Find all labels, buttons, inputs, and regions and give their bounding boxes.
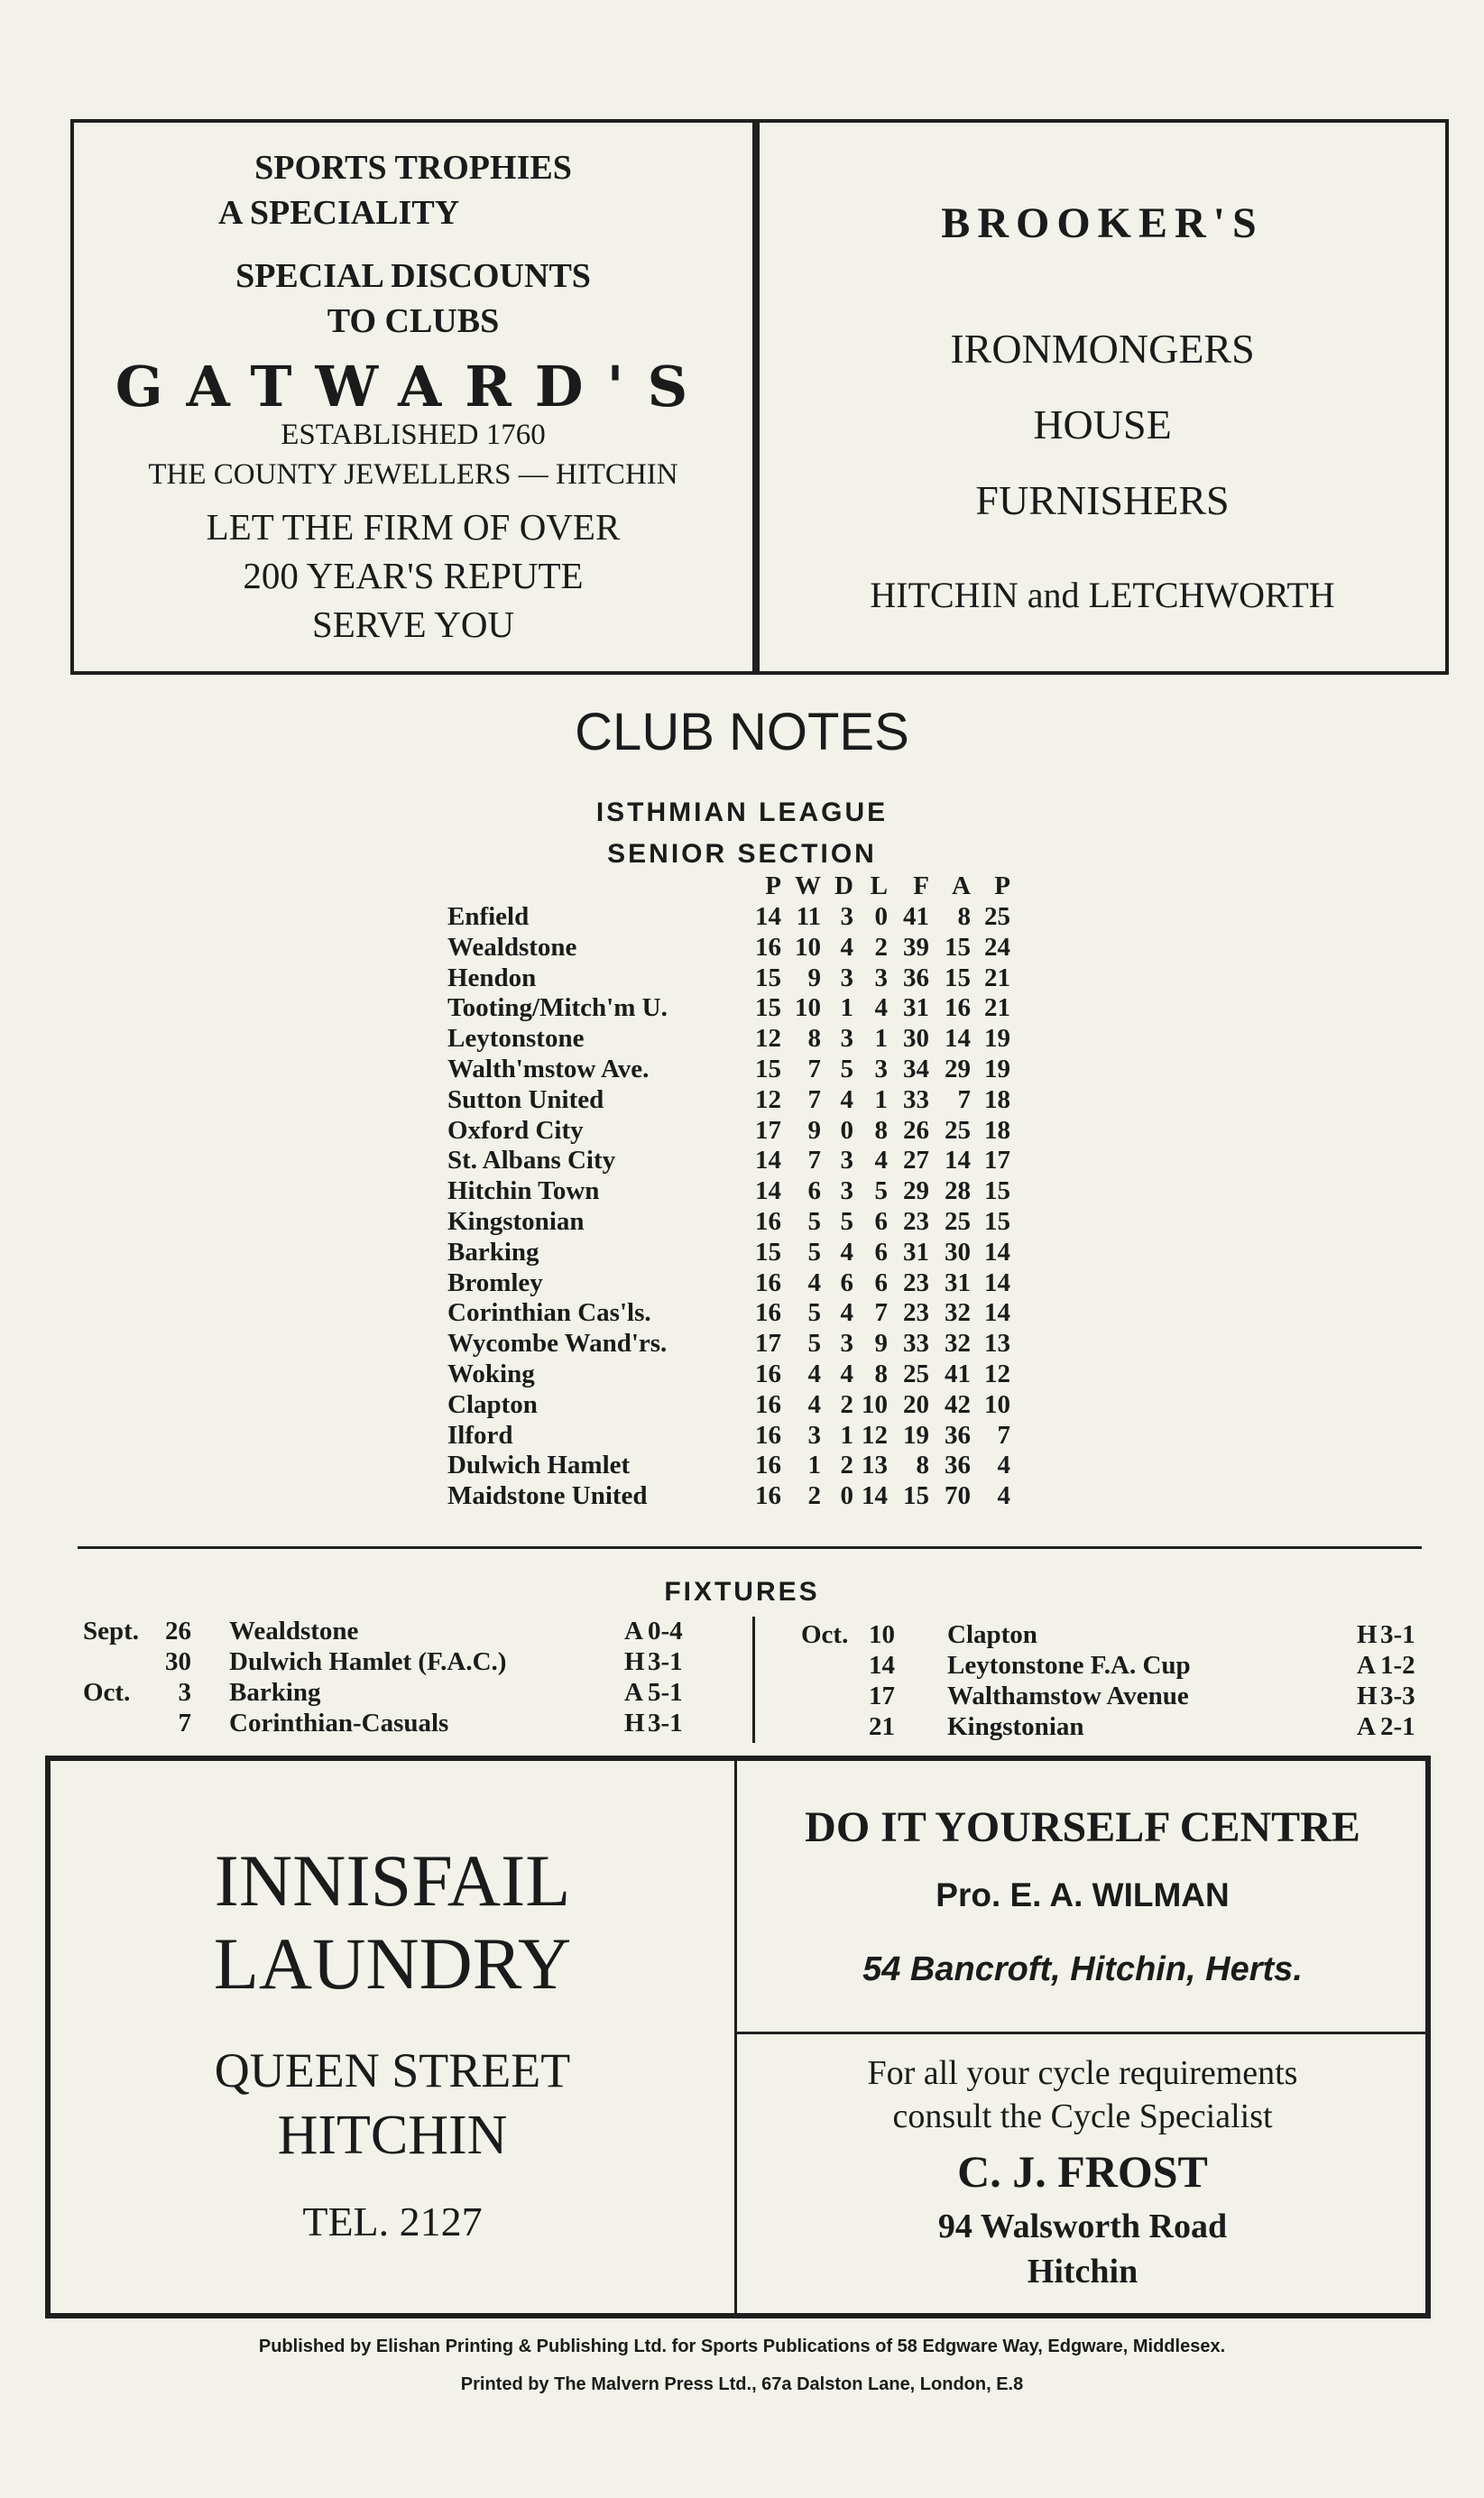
table-cell: 25 [945,1207,971,1236]
table-cell: 15 [984,1176,1010,1206]
team-name: Enfield [447,902,530,931]
table-cell: 16 [945,993,971,1023]
table-cell: 12 [755,1084,781,1114]
table-cell: 17 [755,1115,781,1145]
fixture-venue: A [1357,1651,1376,1680]
table-row [447,1451,1097,1481]
team-name: Wealdstone [447,932,577,962]
table-cell: 5 [807,1207,821,1236]
fixture-row [794,1712,1425,1743]
innisfail-line-2: LAUNDRY [213,1922,572,2005]
team-name: Oxford City [447,1115,584,1145]
team-name: Corinthian Cas'ls. [447,1298,651,1328]
table-cell: 15 [755,993,781,1023]
table-cell: 16 [755,1298,781,1328]
table-row [447,1421,1097,1452]
table-cell: 4 [840,1084,853,1114]
table-cell: 1 [807,1451,821,1480]
table-cell: 7 [807,1146,821,1175]
league-table [447,871,1097,1521]
gatward-line-7: SERVE YOU [311,604,515,645]
team-name: Ilford [447,1420,513,1450]
team-name: Sutton United [447,1084,604,1114]
table-cell: 8 [957,902,971,931]
frost-address-2: Hitchin [1027,2253,1138,2291]
table-cell: 25 [945,1115,971,1145]
table-cell: 5 [807,1329,821,1359]
frost-address-1: 94 Walsworth Road [937,2208,1228,2245]
table-header-cell: L [870,871,888,900]
table-row [447,1207,1097,1238]
table-cell: 8 [916,1451,929,1480]
table-row [447,902,1097,933]
innisfail-line-3: QUEEN STREET [214,2043,571,2097]
fixture-day: 21 [869,1712,895,1741]
table-cell: 31 [945,1267,971,1297]
fixture-month: Oct. [801,1620,849,1649]
brooker-name: BROOKER'S [941,199,1264,247]
gatward-line-5: LET THE FIRM OF OVER [206,506,621,548]
table-cell: 4 [840,932,853,962]
fixture-venue: H [624,1647,645,1676]
table-cell: 7 [807,1084,821,1114]
table-cell: 6 [874,1207,888,1236]
table-cell: 4 [807,1267,821,1297]
gatward-line-2: A SPECIALITY [218,194,460,232]
table-cell: 30 [945,1237,971,1267]
brooker-line-3: FURNISHERS [975,477,1230,523]
fixture-day: 14 [869,1651,895,1680]
fixture-row [794,1620,1425,1651]
table-cell: 4 [807,1360,821,1388]
table-cell: 14 [984,1298,1010,1328]
table-cell: 15 [945,932,971,962]
table-row [447,1481,1097,1512]
table-cell: 4 [840,1360,853,1388]
table-cell: 31 [903,1237,929,1267]
fixture-row [794,1651,1425,1682]
brookers-advert [756,119,1449,675]
team-name: St. Albans City [447,1146,616,1175]
team-name: Maidstone United [447,1481,648,1511]
table-cell: 29 [903,1176,929,1206]
diy-title: DO IT YOURSELF CENTRE [805,1803,1360,1851]
table-cell: 8 [874,1360,888,1388]
fixtures-title: FIXTURES [664,1577,820,1607]
table-cell: 19 [984,1055,1010,1083]
diy-pro: Pro. E. A. WILMAN [936,1876,1230,1913]
fixture-opponent: Corinthian-Casuals [229,1709,449,1738]
table-cell: 21 [984,993,1010,1023]
table-cell: 14 [945,1146,971,1175]
fixtures-divider [752,1617,755,1743]
table-cell: 20 [903,1389,929,1419]
team-name: Dulwich Hamlet [447,1451,631,1480]
team-name: Woking [447,1360,535,1388]
table-cell: 14 [984,1237,1010,1267]
table-cell: 4 [874,1146,888,1175]
table-cell: 16 [755,1389,781,1419]
table-cell: 26 [903,1115,929,1145]
table-cell: 1 [874,1084,888,1114]
table-row [447,1024,1097,1055]
fixture-opponent: Dulwich Hamlet (F.A.C.) [229,1647,507,1676]
table-cell: 10 [795,993,821,1023]
brooker-line-4: HITCHIN and LETCHWORTH [870,575,1335,615]
team-name: Bromley [447,1267,543,1297]
diy-address: 54 Bancroft, Hitchin, Herts. [862,1950,1303,1988]
table-cell: 3 [874,963,888,992]
section-divider [78,1546,1422,1549]
table-cell: 0 [874,902,888,931]
table-cell: 10 [795,932,821,962]
table-cell: 36 [903,963,929,992]
table-cell: 6 [874,1237,888,1267]
table-row [447,1146,1097,1176]
table-cell: 5 [807,1237,821,1267]
footer-publisher: Published by Elishan Printing & Publishing Ltd. for Sports Publications of 58 Edgware Way, Edgware, Middlesex. [258,2337,1226,2356]
fixture-row [81,1678,713,1709]
table-cell: 17 [984,1146,1010,1175]
fixture-opponent: Walthamstow Avenue [947,1682,1189,1710]
table-cell: 32 [945,1329,971,1359]
fixture-opponent: Clapton [947,1620,1037,1649]
table-header-cell: P [994,871,1010,900]
section-title: SENIOR SECTION [607,839,877,869]
table-cell: 14 [984,1267,1010,1297]
table-cell: 9 [874,1329,888,1359]
table-row [447,1176,1097,1207]
table-cell: 36 [945,1451,971,1480]
table-cell: 2 [840,1389,853,1419]
table-header-cell: D [834,871,853,900]
table-row [447,1116,1097,1147]
league-title: ISTHMIAN LEAGUE [595,797,889,827]
fixture-score: 3-3 [1380,1682,1415,1710]
fixture-venue: A [624,1678,643,1707]
table-cell: 2 [807,1481,821,1511]
fixture-score: 2-1 [1380,1712,1415,1741]
table-cell: 5 [874,1176,888,1206]
fixture-day: 3 [178,1678,191,1707]
frost-line-2: consult the Cycle Specialist [892,2097,1273,2135]
table-cell: 23 [903,1267,929,1297]
table-cell: 1 [874,1024,888,1054]
fixture-score: 0-4 [648,1617,683,1645]
table-cell: 42 [945,1389,971,1419]
table-cell: 41 [945,1360,971,1388]
gatwards-advert [70,119,756,675]
table-row [447,1268,1097,1299]
table-cell: 21 [984,963,1010,992]
brooker-line-2: HOUSE [1033,401,1172,447]
table-cell: 16 [755,1451,781,1480]
team-name: Hitchin Town [447,1176,600,1206]
table-cell: 14 [862,1481,888,1511]
fixture-row [81,1709,713,1739]
table-cell: 3 [840,1146,853,1175]
table-cell: 12 [984,1360,1010,1388]
team-name: Kingstonian [447,1207,585,1236]
table-cell: 24 [984,932,1010,962]
table-cell: 9 [807,963,821,992]
table-cell: 4 [807,1389,821,1419]
table-cell: 0 [840,1481,853,1511]
table-cell: 10 [862,1389,888,1419]
club-notes-title: CLUB NOTES [575,703,909,761]
innisfail-tel: TEL. 2127 [302,2198,483,2245]
table-cell: 15 [755,1237,781,1267]
team-name: Leytonstone [447,1024,585,1054]
gatward-line-6: 200 YEAR'S REPUTE [243,555,584,596]
team-name: Barking [447,1237,539,1267]
table-header-cell: A [952,871,971,900]
table-cell: 4 [997,1481,1010,1511]
table-cell: 7 [957,1084,971,1114]
table-cell: 33 [903,1084,929,1114]
table-cell: 25 [903,1360,929,1388]
fixture-score: 3-1 [648,1709,683,1738]
fixture-day: 26 [165,1617,191,1645]
table-cell: 6 [840,1267,853,1297]
table-cell: 15 [755,1055,781,1083]
table-cell: 2 [840,1451,853,1480]
gatward-line-1: SPORTS TROPHIES [254,149,572,187]
bottom-divider [734,1761,737,2313]
fixture-score: 3-1 [1380,1620,1415,1649]
fixture-row [81,1617,713,1647]
table-cell: 32 [945,1298,971,1328]
table-cell: 13 [862,1451,888,1480]
table-header-cell: F [913,871,929,900]
table-cell: 3 [840,1024,853,1054]
table-cell: 12 [755,1024,781,1054]
table-cell: 19 [984,1024,1010,1054]
table-cell: 25 [984,902,1010,931]
table-cell: 3 [840,902,853,931]
table-cell: 31 [903,993,929,1023]
fixture-opponent: Leytonstone F.A. Cup [947,1651,1191,1680]
table-cell: 23 [903,1298,929,1328]
fixture-opponent: Barking [229,1678,321,1707]
table-cell: 9 [807,1115,821,1145]
table-cell: 16 [755,1207,781,1236]
table-cell: 7 [997,1420,1010,1450]
table-cell: 7 [807,1055,821,1083]
table-cell: 29 [945,1055,971,1083]
table-cell: 15 [903,1481,929,1511]
table-cell: 3 [840,1329,853,1359]
table-row [447,1055,1097,1085]
innisfail-line-1: INNISFAIL [214,1839,571,1922]
fixture-venue: H [624,1709,645,1738]
table-cell: 16 [755,1360,781,1388]
table-cell: 11 [796,902,821,931]
frost-line-1: For all your cycle requirements [867,2054,1298,2092]
fixtures-right [794,1620,1425,1747]
table-cell: 18 [984,1084,1010,1114]
table-cell: 16 [755,932,781,962]
right-divider [736,2032,1425,2034]
bottom-adverts [45,1756,1431,2318]
gatward-line-3: SPECIAL DISCOUNTS [235,257,591,295]
table-cell: 36 [945,1420,971,1450]
table-cell: 3 [807,1420,821,1450]
table-cell: 23 [903,1207,929,1236]
team-name: Walth'mstow Ave. [447,1055,650,1083]
fixture-opponent: Kingstonian [947,1712,1084,1741]
table-cell: 6 [874,1267,888,1297]
fixture-day: 30 [165,1647,191,1676]
table-row [447,1238,1097,1268]
table-cell: 7 [874,1298,888,1328]
table-cell: 10 [984,1389,1010,1419]
table-cell: 34 [903,1055,929,1083]
fixture-month: Sept. [83,1617,140,1645]
fixture-row [81,1647,713,1678]
fixture-day: 7 [178,1709,191,1738]
table-cell: 12 [862,1420,888,1450]
table-cell: 4 [840,1237,853,1267]
table-cell: 3 [840,963,853,992]
fixture-opponent: Wealdstone [229,1617,359,1645]
table-cell: 30 [903,1024,929,1054]
table-row [447,993,1097,1024]
gatward-established: ESTABLISHED 1760 [281,419,546,451]
table-cell: 13 [984,1329,1010,1359]
gatward-name: GATWARD'S [115,354,712,419]
fixture-row [794,1682,1425,1712]
table-row [447,1329,1097,1360]
table-cell: 15 [945,963,971,992]
table-row [447,963,1097,994]
table-cell: 4 [997,1451,1010,1480]
fixture-venue: H [1357,1682,1378,1710]
table-cell: 70 [945,1481,971,1511]
fixture-score: 1-2 [1380,1651,1415,1680]
table-cell: 8 [807,1024,821,1054]
table-header-cell: P [765,871,781,900]
table-cell: 5 [840,1055,853,1083]
table-cell: 39 [903,932,929,962]
table-cell: 0 [840,1115,853,1145]
table-row [447,1390,1097,1421]
table-cell: 27 [903,1146,929,1175]
table-cell: 5 [807,1298,821,1328]
table-cell: 14 [755,1146,781,1175]
table-cell: 2 [874,932,888,962]
table-cell: 17 [755,1329,781,1359]
table-cell: 4 [874,993,888,1023]
table-cell: 16 [755,1267,781,1297]
fixture-venue: A [624,1617,643,1645]
team-name: Tooting/Mitch'm U. [447,993,668,1023]
table-cell: 3 [840,1176,853,1206]
table-cell: 28 [945,1176,971,1206]
fixture-venue: A [1357,1712,1376,1741]
brooker-line-1: IRONMONGERS [950,326,1255,372]
table-cell: 14 [755,902,781,931]
table-cell: 14 [755,1176,781,1206]
table-cell: 6 [807,1176,821,1206]
table-row [447,933,1097,963]
table-cell: 19 [903,1420,929,1450]
table-cell: 3 [874,1055,888,1083]
fixture-score: 3-1 [648,1647,683,1676]
table-cell: 16 [755,1481,781,1511]
fixture-day: 10 [869,1620,895,1649]
table-cell: 14 [945,1024,971,1054]
table-cell: 1 [840,993,853,1023]
gatward-jewellers: THE COUNTY JEWELLERS — HITCHIN [148,458,678,491]
fixture-venue: H [1357,1620,1378,1649]
footer-printer: Printed by The Malvern Press Ltd., 67a Dalston Lane, London, E.8 [460,2374,1024,2394]
table-cell: 18 [984,1115,1010,1145]
innisfail-line-4: HITCHIN [277,2105,508,2166]
table-cell: 33 [903,1329,929,1359]
frost-name: C. J. FROST [957,2146,1208,2197]
table-cell: 8 [874,1115,888,1145]
table-cell: 1 [840,1420,853,1450]
table-row [447,1085,1097,1116]
table-header-cell: W [795,871,821,900]
table-cell: 5 [840,1207,853,1236]
table-cell: 16 [755,1420,781,1450]
gatward-line-4: TO CLUBS [327,302,500,340]
table-cell: 41 [903,902,929,931]
table-row [447,1298,1097,1329]
table-cell: 4 [840,1298,853,1328]
table-cell: 15 [984,1207,1010,1236]
team-name: Clapton [447,1389,538,1419]
fixture-score: 5-1 [648,1678,683,1707]
team-name: Wycombe Wand'rs. [447,1329,668,1359]
fixtures-left [81,1617,713,1743]
team-name: Hendon [447,963,537,992]
table-cell: 15 [755,963,781,992]
fixture-day: 17 [869,1682,895,1710]
table-row [447,1360,1097,1390]
fixture-month: Oct. [83,1678,131,1707]
